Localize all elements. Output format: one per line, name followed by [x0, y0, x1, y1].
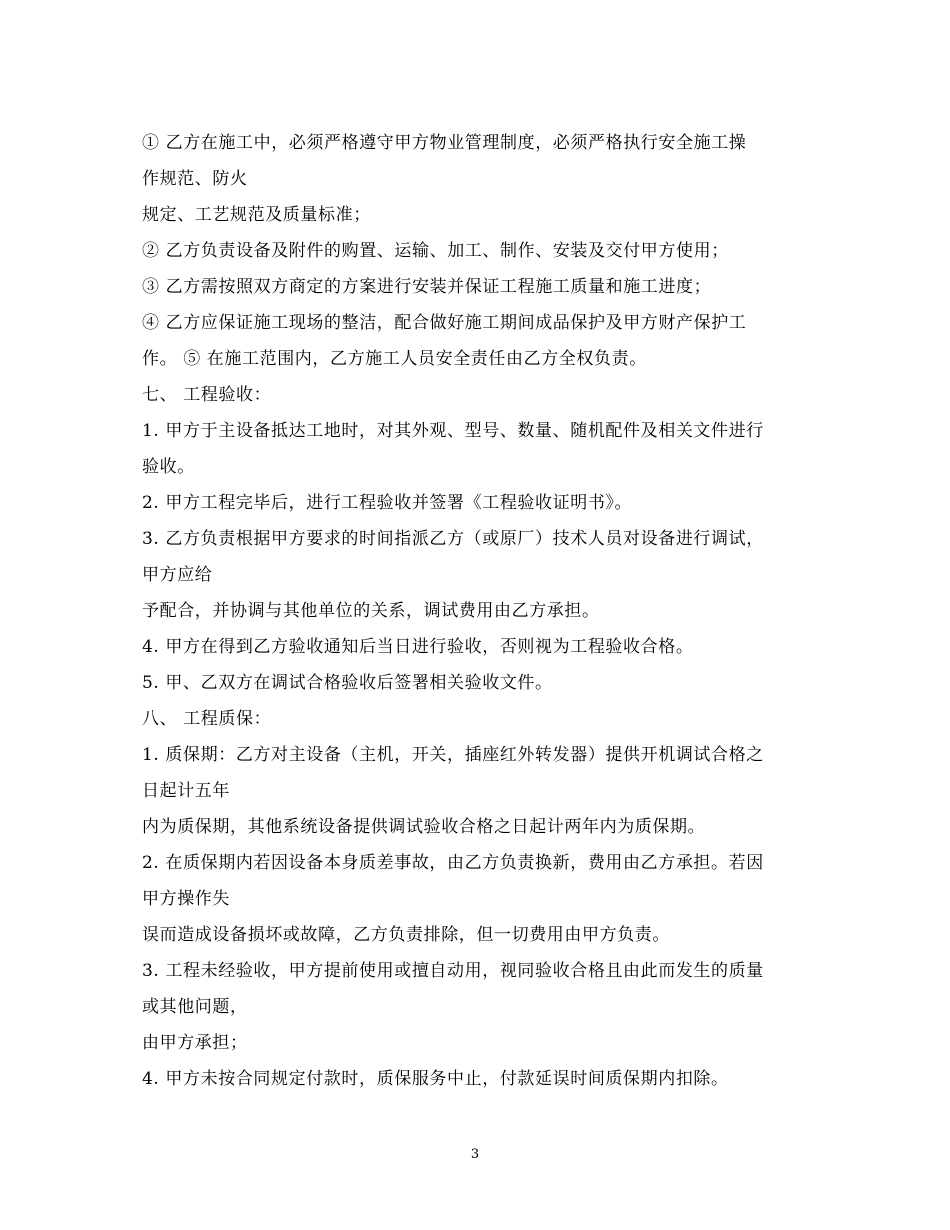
text-line: 误而造成设备损坏或故障，乙方负责排除，但一切费用由甲方负责。 [142, 925, 670, 945]
text-line: 2. 甲方工程完毕后，进行工程验收并签署《工程验收证明书》。 [142, 493, 633, 513]
page-number: 3 [470, 1147, 480, 1162]
text-line: 予配合，并协调与其他单位的关系，调试费用由乙方承担。 [142, 601, 600, 621]
text-line: ① 乙方在施工中，必须严格遵守甲方物业管理制度，必须严格执行安全施工操 [142, 133, 747, 153]
text-line: 甲方操作失 [142, 889, 230, 909]
text-line: 规定、工艺规范及质量标准； [142, 205, 371, 225]
text-line: 甲方应给 [142, 565, 213, 585]
text-line: 5. 甲、乙双方在调试合格验收后签署相关验收文件。 [142, 673, 553, 693]
section-heading: 七、 工程验收： [142, 385, 272, 405]
text-line: 日起计五年 [142, 781, 230, 801]
text-line: 1. 质保期：乙方对主设备（主机，开关，插座红外转发器）提供开机调试合格之 [142, 745, 764, 765]
section-heading: 八、 工程质保： [142, 709, 272, 729]
text-line: 4. 甲方在得到乙方验收通知后当日进行验收，否则视为工程验收合格。 [142, 637, 694, 657]
text-line: 验收。 [142, 457, 195, 477]
text-line: ② 乙方负责设备及附件的购置、运输、加工、制作、安装及交付甲方使用； [142, 241, 729, 261]
text-line: 作规范、防火 [142, 169, 248, 189]
text-line: 由甲方承担； [142, 1033, 248, 1053]
text-line: 4. 甲方未按合同规定付款时，质保服务中止，付款延误时间质保期内扣除。 [142, 1069, 729, 1089]
text-line: ③ 乙方需按照双方商定的方案进行安装并保证工程施工质量和施工进度； [142, 277, 712, 297]
text-line: 2. 在质保期内若因设备本身质差事故，由乙方负责换新，费用由乙方承担。若因 [142, 853, 764, 873]
text-line: ④ 乙方应保证施工现场的整洁，配合做好施工期间成品保护及甲方财产保护工 [142, 313, 747, 333]
text-line: 3. 工程未经验收，甲方提前使用或擅自动用，视同验收合格且由此而发生的质量 [142, 961, 764, 981]
text-line: 或其他问题， [142, 997, 248, 1017]
text-line: 1. 甲方于主设备抵达工地时，对其外观、型号、数量、随机配件及相关文件进行 [142, 421, 764, 441]
text-line: 作。 ⑤ 在施工范围内，乙方施工人员安全责任由乙方全权负责。 [142, 349, 647, 369]
text-line: 3. 乙方负责根据甲方要求的时间指派乙方（或原厂）技术人员对设备进行调试， [142, 529, 764, 549]
text-line: 内为质保期，其他系统设备提供调试验收合格之日起计两年内为质保期。 [142, 817, 706, 837]
